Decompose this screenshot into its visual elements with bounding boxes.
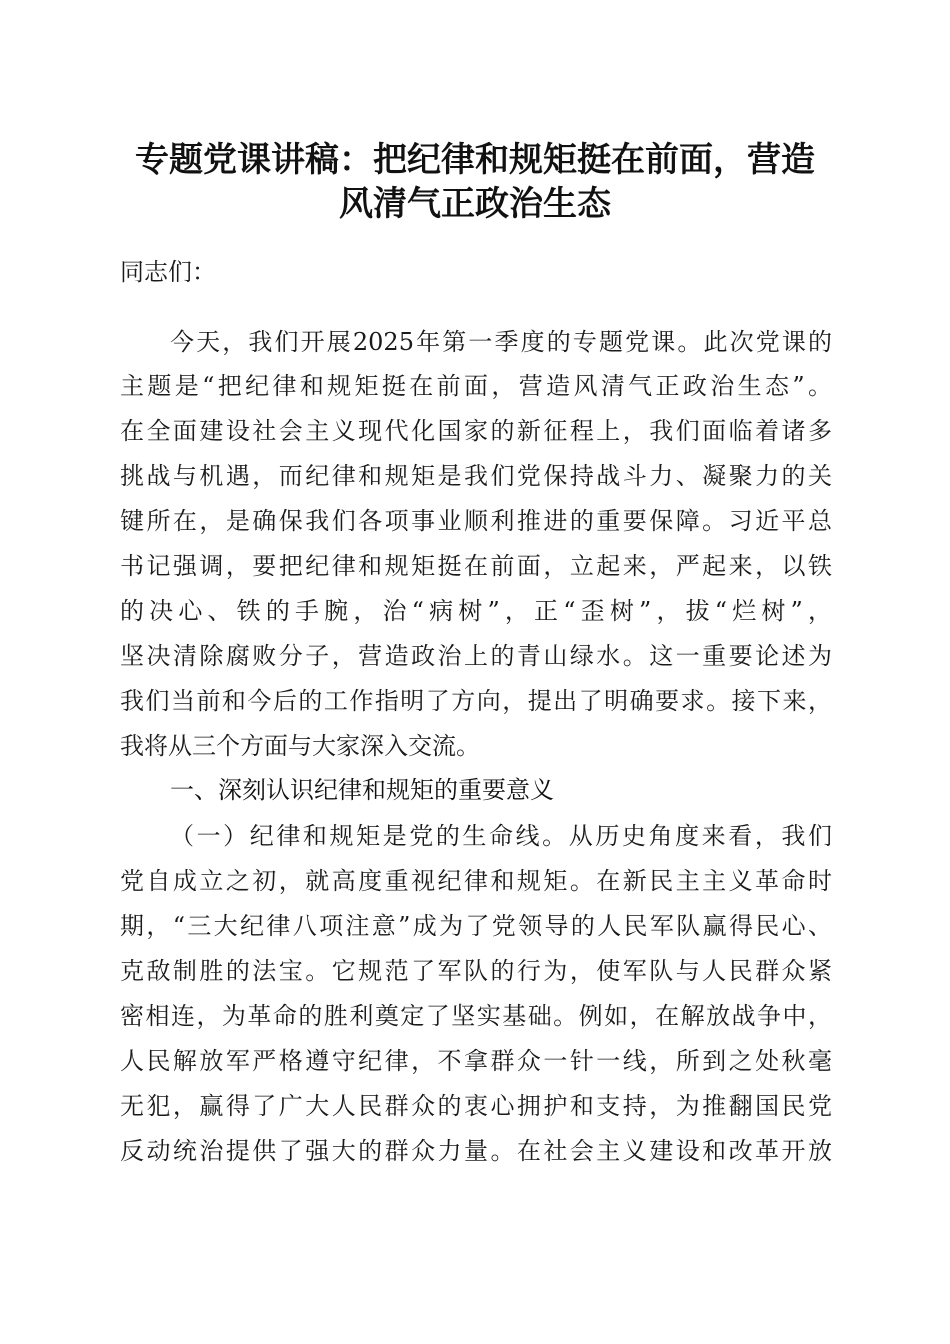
paragraph-line: 我将从三个方面与大家深入交流。 <box>120 732 480 760</box>
paragraph-line: 密相连，为革命的胜利奠定了坚实基础。例如，在解放战争中， <box>120 1002 832 1030</box>
paragraph-line: 坚决清除腐败分子，营造政治上的青山绿水。这一重要论述为 <box>120 642 832 670</box>
paragraph-line: 期，“三大纪律八项注意”成为了党领导的人民军队赢得民心、 <box>120 912 832 940</box>
document-title-line-2: 风清气正政治生态 <box>339 184 611 224</box>
paragraph-line: 人民解放军严格遵守纪律，不拿群众一针一线，所到之处秋毫 <box>120 1047 832 1075</box>
paragraph-line: 在全面建设社会主义现代化国家的新征程上，我们面临着诸多 <box>120 417 832 445</box>
paragraph-line: 我们当前和今后的工作指明了方向，提出了明确要求。接下来， <box>120 687 832 715</box>
paragraph-line: 的决心、铁的手腕，治“病树”，正“歪树”，拔“烂树”， <box>120 597 832 625</box>
paragraph-line: 书记强调，要把纪律和规矩挺在前面，立起来，严起来，以铁 <box>120 552 832 580</box>
paragraph-line: 克敌制胜的法宝。它规范了军队的行为，使军队与人民群众紧 <box>120 957 832 985</box>
document-title-line-1: 专题党课讲稿：把纪律和规矩挺在前面，营造 <box>135 140 815 180</box>
paragraph-line: 今天，我们开展2025年第一季度的专题党课。此次党课的 <box>170 328 832 356</box>
section-heading: 一、深刻认识纪律和规矩的重要意义 <box>170 776 554 804</box>
paragraph-line: 反动统治提供了强大的群众力量。在社会主义建设和改革开放 <box>120 1137 832 1165</box>
salutation: 同志们： <box>120 258 216 286</box>
paragraph-line: 党自成立之初，就高度重视纪律和规矩。在新民主主义革命时 <box>120 867 832 895</box>
paragraph-line: 主题是“把纪律和规矩挺在前面，营造风清气正政治生态”。 <box>120 372 832 400</box>
paragraph-line: 挑战与机遇，而纪律和规矩是我们党保持战斗力、凝聚力的关 <box>120 462 832 490</box>
paragraph-line: 键所在，是确保我们各项事业顺利推进的重要保障。习近平总 <box>120 507 832 535</box>
paragraph-line: （一）纪律和规矩是党的生命线。从历史角度来看，我们 <box>170 822 832 850</box>
paragraph-line: 无犯，赢得了广大人民群众的衷心拥护和支持，为推翻国民党 <box>120 1092 832 1120</box>
